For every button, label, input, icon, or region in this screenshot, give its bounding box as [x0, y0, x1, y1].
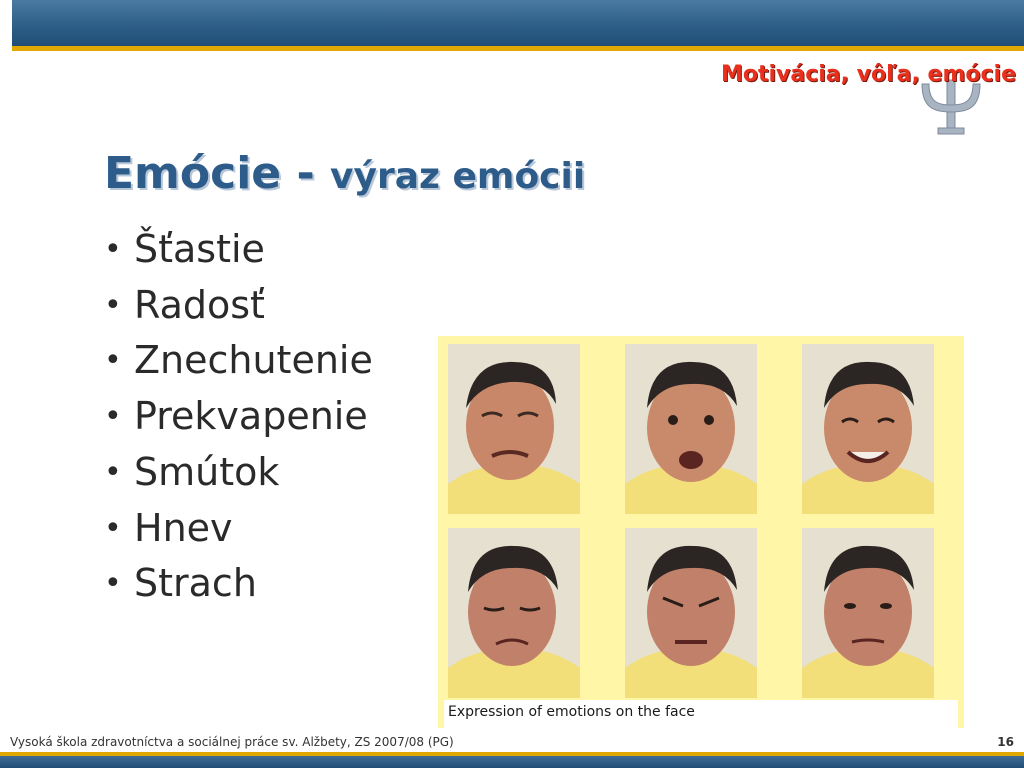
face-photo [448, 528, 580, 698]
list-item-label: Prekvapenie [134, 394, 368, 439]
list-item-label: Smútok [134, 449, 280, 494]
list-item [104, 333, 373, 389]
list-item [104, 389, 373, 445]
bottom-banner [0, 756, 1024, 768]
top-accent-line [0, 46, 1024, 51]
bullet-icon: • [104, 232, 122, 267]
bullet-icon: • [104, 287, 122, 323]
face-photo [802, 528, 934, 698]
emotion-list [104, 222, 373, 612]
slide-title-sub: výraz emócii [330, 156, 586, 197]
list-item [104, 278, 373, 334]
presentation-topic: Motivácia, vôľa, emócie [720, 62, 1016, 87]
list-item-label: Hnev [134, 505, 233, 550]
list-item-label: Radosť [134, 282, 265, 327]
bullet-icon: • [104, 454, 122, 490]
facial-expressions-image [438, 336, 964, 728]
bullet-icon: • [104, 343, 122, 379]
list-item [104, 501, 373, 557]
bullet-icon: • [104, 399, 122, 435]
footer-text: Vysoká škola zdravotníctva a sociálnej práce sv. Alžbety, ZS 2007/08 (PG) [10, 735, 454, 749]
bullet-icon: • [104, 566, 122, 602]
list-item [104, 556, 373, 612]
slide-title-main: Emócie - [104, 148, 331, 199]
face-photo [802, 344, 934, 514]
top-banner-gap [0, 0, 12, 51]
slide-title [104, 148, 585, 199]
image-caption: Expression of emotions on the face [448, 704, 695, 720]
face-photo [448, 344, 580, 514]
top-banner [0, 0, 1024, 46]
page-number: 16 [997, 735, 1014, 749]
bullet-icon: • [104, 510, 122, 546]
list-item-label: Strach [134, 561, 257, 606]
list-item-label: Znechutenie [134, 338, 373, 383]
list-item [104, 445, 373, 501]
face-photo [625, 344, 757, 514]
list-item-label: Šťastie [134, 227, 265, 271]
face-photo [625, 528, 757, 698]
list-item [104, 222, 373, 278]
